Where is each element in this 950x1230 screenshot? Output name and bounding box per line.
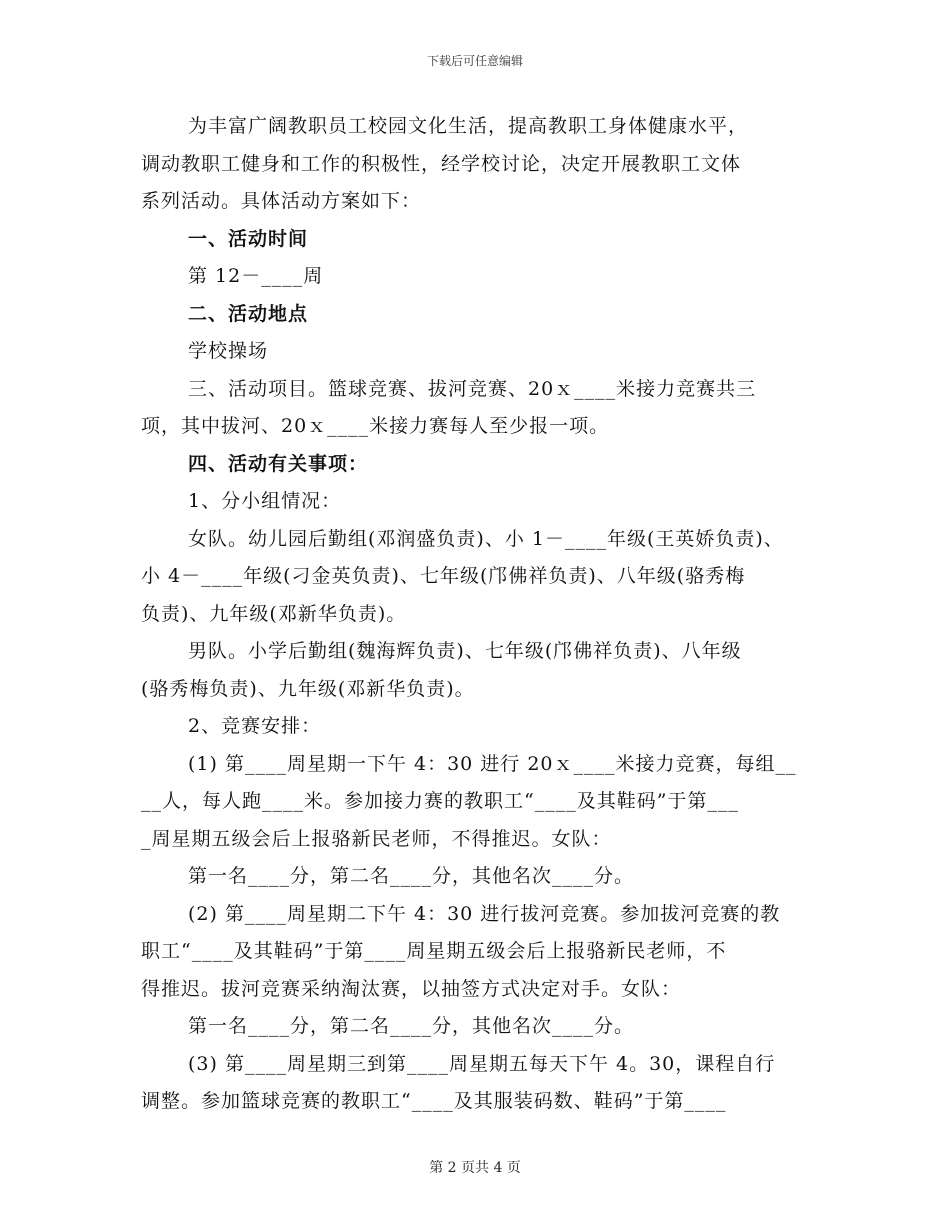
page-header: 下载后可任意编辑 — [426, 54, 523, 68]
document-body — [141, 108, 831, 1121]
paragraph-line: 负责)、九年级(邓新华负责)。 — [141, 602, 407, 625]
paragraph-line: __人，每人跑____米。参加接力赛的教职工“____及其鞋码”于第___ — [141, 790, 739, 812]
paragraph-line: (1) 第____周星期一下午 4：30 进行 20ｘ____米接力竞赛，每组__ — [188, 752, 797, 775]
paragraph-line: 职工“____及其鞋码”于第____周星期五级会后上报骆新民老师，不 — [141, 940, 727, 962]
section-heading: 四、活动有关事项： — [188, 452, 369, 475]
paragraph-line: 1、分小组情况： — [188, 490, 342, 512]
paragraph-line: 为丰富广阔教职员工校园文化生活，提高教职工身体健康水平， — [188, 115, 749, 137]
paragraph-line: 得推迟。拔河竞赛采纳淘汰赛，以抽签方式决定对手。女队： — [141, 977, 682, 1000]
paragraph-line: 学校操场 — [188, 340, 269, 362]
paragraph-line: 系列活动。具体活动方案如下： — [141, 190, 422, 212]
paragraph-line: (2) 第____周星期二下午 4：30 进行拔河竞赛。参加拔河竞赛的教 — [188, 902, 781, 925]
paragraph-line: 调动教职工健身和工作的积极性，经学校讨论，决定开展教职工文体 — [141, 152, 742, 175]
paragraph-line: 三、活动项目。篮球竞赛、拔河竞赛、20ｘ____米接力竞赛共三 — [188, 377, 757, 400]
paragraph-line: 第一名____分，第二名____分，其他名次____分。 — [188, 865, 635, 887]
paragraph-line: 项，其中拔河、20ｘ____米接力赛每人至少报一项。 — [141, 415, 610, 437]
paragraph-line: 男队。小学后勤组(魏海辉负责)、七年级(邝佛祥负责)、八年级 — [188, 640, 742, 662]
paragraph-line: 第 12－____周 — [188, 265, 324, 287]
paragraph-line: 2、竞赛安排： — [188, 715, 322, 737]
paragraph-line: 女队。幼儿园后勤组(邓润盛负责)、小 1－____年级(王英娇负责)、 — [188, 527, 784, 550]
paragraph-line: _周星期五级会后上报骆新民老师，不得推迟。女队： — [141, 827, 612, 850]
page-number: 第 2 页共 4 页 — [429, 1160, 521, 1176]
section-heading: 一、活动时间 — [188, 227, 309, 250]
section-heading: 二、活动地点 — [188, 302, 309, 325]
paragraph-line: 小 4－____年级(刁金英负责)、七年级(邝佛祥负责)、八年级(骆秀梅 — [141, 565, 746, 587]
paragraph-line: (骆秀梅负责)、九年级(邓新华负责)。 — [141, 677, 475, 700]
paragraph-line: 第一名____分，第二名____分，其他名次____分。 — [188, 1015, 635, 1037]
paragraph-line: (3) 第____周星期三到第____周星期五每天下午 4。30，课程自行 — [188, 1052, 776, 1075]
paragraph-line: 调整。参加篮球竞赛的教职工“____及其服装码数、鞋码”于第____ — [141, 1090, 727, 1112]
